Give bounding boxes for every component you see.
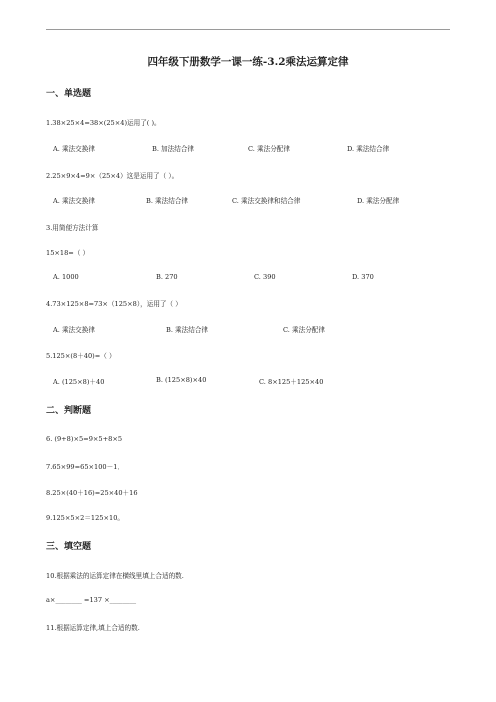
q1-option-a: A. 乘法交换律: [53, 145, 95, 153]
q2-option-c: C. 乘法交换律和结合律: [232, 197, 301, 205]
q1-option-d: D. 乘法结合律: [347, 145, 390, 153]
question-10-blanks: a×________ =137 ×________: [46, 596, 137, 604]
question-10: 10.根据乘法的运算定律在横线里填上合适的数.: [46, 572, 184, 580]
q5-option-b: B. (125×8)×40: [156, 376, 207, 384]
q2-option-b: B. 乘法结合律: [146, 197, 189, 205]
q3-option-d: D. 370: [352, 273, 374, 281]
q1-option-c: C. 乘法分配律: [248, 145, 290, 153]
q4-option-a: A. 乘法交换律: [53, 326, 95, 334]
q3-option-b: B. 270: [156, 273, 178, 281]
q1-option-b: B. 加法结合律: [152, 145, 195, 153]
header-rule: [46, 29, 450, 30]
page-title: 四年级下册数学一课一练-3.2乘法运算定律: [147, 56, 349, 68]
question-1: 1.38×25×4=38×(25×4)运用了( )。: [46, 119, 161, 127]
q5-option-c: C. 8×125＋125×40: [259, 378, 324, 386]
q2-option-a: A. 乘法交换律: [53, 197, 95, 205]
q3-option-a: A. 1000: [53, 273, 79, 281]
q3-option-c: C. 390: [254, 273, 276, 281]
question-3-sub: 15×18=（ ）: [46, 249, 90, 257]
section-single-choice: 一、单选题: [46, 89, 92, 99]
question-5: 5.125×(8＋40)=（ ）: [46, 352, 116, 360]
q2-option-d: D. 乘法分配律: [357, 197, 400, 205]
q4-option-b: B. 乘法结合律: [166, 326, 209, 334]
question-2: 2.25×9×4=9×（25×4）这是运用了（ ）。: [46, 172, 179, 180]
question-8: 8.25×(40＋16)=25×40＋16: [46, 489, 138, 497]
question-6: 6. (9+8)×5=9×5+8×5: [46, 435, 123, 443]
question-3: 3.用简便方法计算: [46, 224, 99, 232]
section-true-false: 二、判断题: [46, 406, 92, 416]
question-9: 9.125×5×2＝125×10。: [46, 514, 125, 522]
q4-option-c: C. 乘法分配律: [283, 326, 325, 334]
section-fill-blank: 三、填空题: [46, 542, 92, 552]
q5-option-a: A. (125×8)＋40: [53, 378, 105, 386]
question-11: 11.根据运算定律,填上合适的数.: [46, 624, 140, 632]
question-4: 4.73×125×8=73×（125×8），运用了（ ）: [46, 300, 182, 308]
question-7: 7.65×99=65×100－1．: [46, 463, 125, 471]
